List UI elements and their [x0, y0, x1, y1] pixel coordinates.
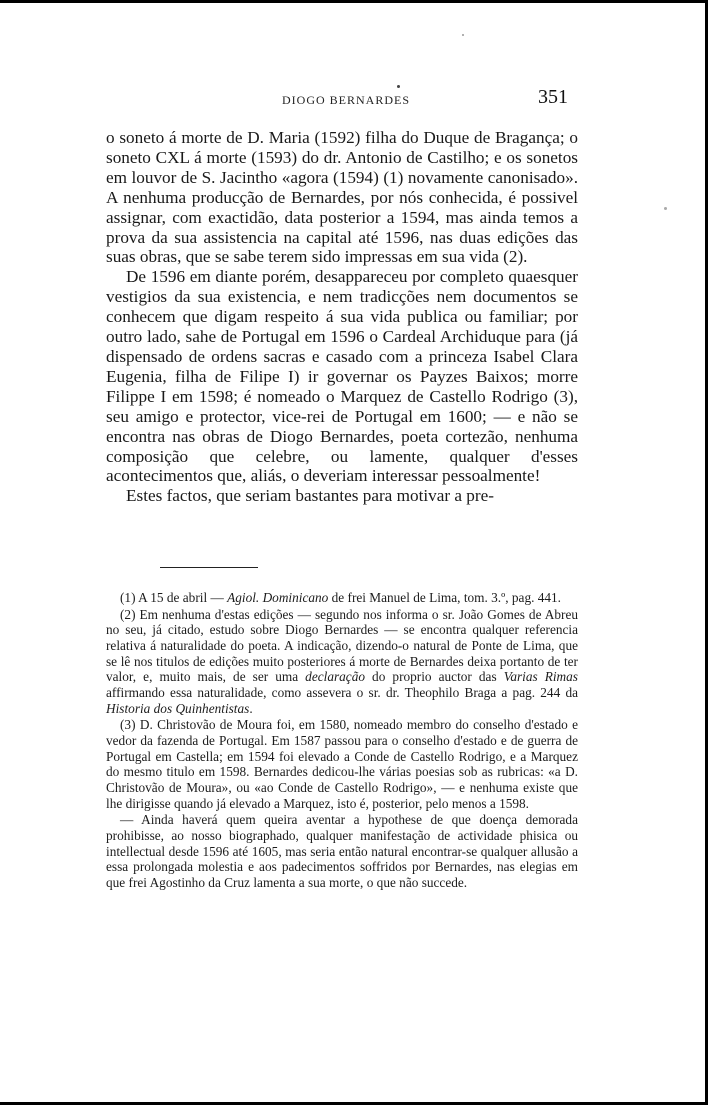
ink-speck	[664, 207, 667, 210]
footnote-3: (3) D. Christovão de Moura foi, em 1580, nomeado membro do conselho d'estado e vedor da fazenda de Portugal. Em 1587 passou para o conselho d'estado e de guerra de Portugal em Castella; em 1594 foi elevado a Conde de Castello Rodrigo, e a Marquez do mesmo titulo em 1598. Bernardes dedicou-lhe várias poesias sob as rubricas: «a D. Christovão de Moura», ou «ao Conde de Castello Rodrigo», — e nenhuma existe que lhe dirigisse quando já elevado a Marquez, isto é, posterior, pelo menos a 1598.	[106, 717, 578, 811]
footnote-3-continuation: — Ainda haverá quem queira aventar a hypothese de que doença demorada prohibisse, ao nosso biographado, qualquer manifestação de actividade phisica ou intellectual desde 1596 até 1605, mas seria então natural encontrar-se qualquer allusão a essa prolongada molestia e aos padecimentos soffridos por Bernardes, nas elegias em que frei Agostinho da Cruz lamenta a sua morte, o que não succede.	[106, 812, 578, 890]
footnote-1: (1) A 15 de abril — Agiol. Dominicano de frei Manuel de Lima, tom. 3.º, pag. 441.	[120, 590, 562, 605]
footnotes	[106, 590, 578, 890]
paragraph: o soneto á morte de D. Maria (1592) filha do Duque de Bragança; o soneto CXL á morte (1593) do dr. Antonio de Castilho; e os sonetos em louvor de S. Jacintho «agora (1594) (1) novamente canonisado». A nenhuma producção de Bernardes, por nós conhecida, é possivel assignar, com exactidão, data posterior a 1594, mas ainda temos a prova da sua assistencia na capital até 1596, nas duas edições das suas obras, que se sabe terem sido impressas em sua vida (2).	[106, 128, 578, 267]
paragraph: Estes factos, que seriam bastantes para motivar a pre-	[126, 486, 494, 506]
ink-speck	[462, 34, 464, 36]
page-number: 351	[538, 86, 568, 108]
scan-border-top	[0, 0, 708, 3]
main-text	[106, 128, 578, 506]
footnote-separator	[160, 567, 258, 568]
paragraph: De 1596 em diante porém, desappareceu por completo quaesquer vestigios da sua existencia, e nem tradicções nem documentos se conhecem que digam respeito á sua vida publica ou familiar; por outro lado, sahe de Portugal em 1596 o Cardeal Archiduque para (já dispensado de ordens sacras e casado com a princeza Isabel Clara Eugenia, filha de Filipe I) ir governar os Payzes Baixos; morre Filippe I em 1598; é nomeado o Marquez de Castello Rodrigo (3), seu amigo e protector, vice-rei de Portugal em 1600; — e não se encontra nas obras de Diogo Bernardes, poeta cortezão, nenhuma composição que celebre, ou lamente, qualquer d'esses acontecimentos que, aliás, o deveriam interessar pessoalmente!	[106, 267, 578, 486]
running-head: DIOGO BERNARDES	[282, 93, 411, 107]
footnote-2: (2) Em nenhuma d'estas edições — segundo nos informa o sr. João Gomes de Abreu no seu, já citado, estudo sobre Diogo Bernardes — se encontra qualquer referencia relativa á naturalidade do poeta. A indicação, dizendo-o natural de Ponte de Lima, que se lê nos titulos de edições muito posteriores á morte de Bernardes deixa portanto de ter valor, e, muito mais, de ser uma declaração do proprio auctor das Varias Rimas affirmando essa naturalidade, como assevera o sr. dr. Theophilo Braga a pag. 244 da Historia dos Quinhentistas.	[106, 606, 578, 716]
ink-speck	[397, 85, 400, 88]
